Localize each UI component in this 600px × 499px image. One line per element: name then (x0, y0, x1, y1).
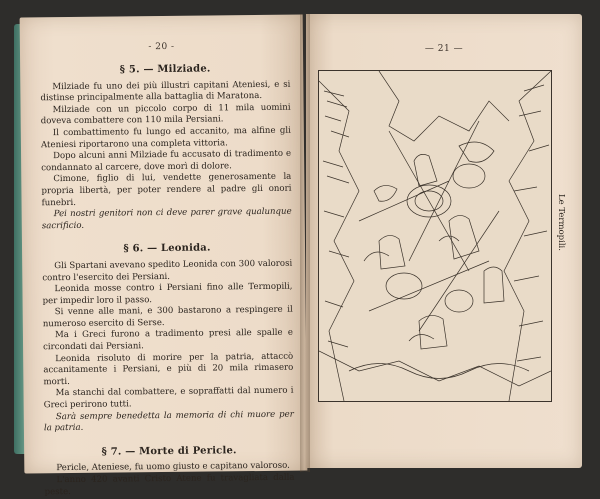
section-title: § 7. — Morte di Pericle. (101, 445, 237, 458)
paragraph: Pericle, Ateniese, fu uomo giusto e capitano valoroso. (56, 461, 290, 474)
thermopylae-illustration (318, 70, 552, 402)
left-page-text (40, 63, 295, 499)
moral-line: Sarà sempre benedetta la memoria di chi muore per la patria. (43, 409, 294, 434)
paragraph: Ma i Greci furono a tradimento presi alle spalle e circondati dai Persiani. (43, 328, 293, 353)
paragraph: Leonida mosse contro i Persiani fino alle Termopili, per impedir loro il passo. (42, 281, 293, 306)
illustration-caption: Le Termopili. (556, 194, 566, 251)
left-page-number: - 20 - (148, 41, 175, 53)
battle-engraving (319, 71, 551, 401)
moral-line: Pei nostri genitori non ci deve parer grave qualunque sacrificio. (41, 206, 292, 231)
paragraph: Dopo alcuni anni Milziade fu accusato di tradimento e condannato al carcere, dove morì di dolore. (41, 148, 292, 174)
paragraph: Si venne alle mani, e 300 bastarono a respingere il numeroso esercito di Serse. (42, 304, 293, 330)
paragraph: Leonida risoluto di morire per la patria, attaccò accanitamente i Persiani, e più di 20 mila rimasero morti. (43, 351, 294, 388)
left-page (20, 15, 308, 497)
paragraph: Cimone, figlio di lui, vendette generosamente la propria libertà, per poter rendere al padre gli onori funebri. (41, 172, 292, 208)
paragraph: Milziade fu uno dei più illustri capitani Ateniesi, e si distinse principalmente alla battaglia di Maratona. (40, 79, 291, 104)
paragraph: Gli Spartani avevano spedito Leonida con 300 valorosi contro l'esercito dei Persiani. (42, 258, 293, 283)
right-page (306, 14, 582, 468)
paragraph: L'anno 420 avanti Cristo Atene fu travagliata dalla peste. (44, 472, 295, 497)
section-title: § 6. — Leonida. (123, 242, 211, 255)
paragraph: Ma stanchi dal combattere, e sopraffatti dal numero i Greci perirono tutti. (43, 386, 294, 411)
section-title: § 5. — Milziade. (119, 63, 211, 76)
book-gutter (300, 14, 310, 472)
right-page-number: — 21 — (424, 44, 464, 54)
paragraph: Il combattimento fu lungo ed accanito, ma alfine gli Ateniesi riportarono una completa vittoria. (40, 125, 291, 150)
paragraph: Milziade con un piccolo corpo di 11 mila uomini doveva combattere con 110 mila Persiani. (40, 102, 291, 127)
